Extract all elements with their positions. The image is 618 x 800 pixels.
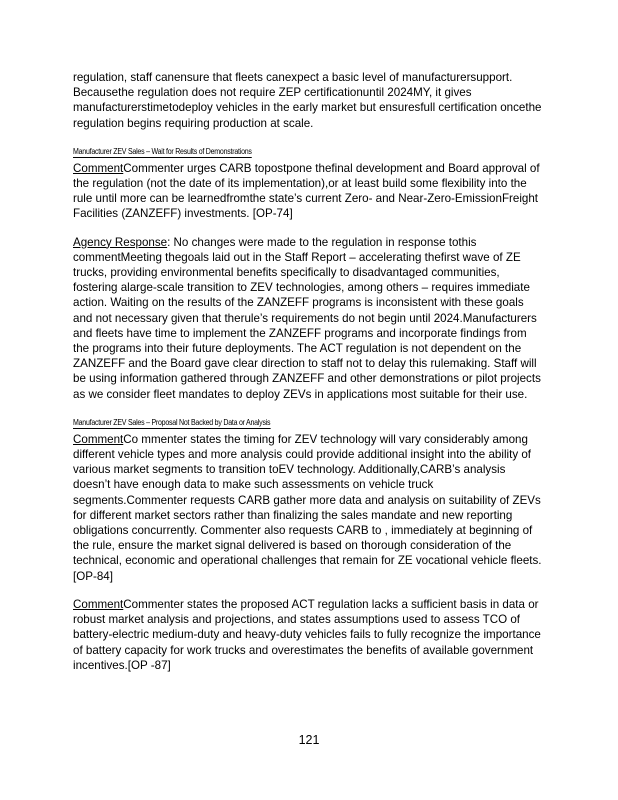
comment-label: Comment — [73, 597, 124, 611]
agency-response-paragraph — [73, 235, 545, 402]
comment-label: Comment — [73, 432, 124, 446]
section-heading-wait-for-results: Manufacturer ZEV Sales – Wait for Results of Demonstrations — [73, 145, 252, 156]
comment-text: Commenter urges CARB topostpone thefinal development and Board approval of the regulation (not the date of its implementation),or at least build some flexibility into the rule until more can be learnedfromthe state’s current Zero- and Near-Zero-EmissionFreight Facilities (ZANZEFF) investments. [OP-74] — [73, 161, 540, 221]
section-heading-wrap-2 — [73, 412, 545, 426]
agency-response-label: Agency Response — [73, 235, 168, 249]
comment-paragraph-op87 — [73, 597, 545, 673]
intro-paragraph: regulation, staff canensure that fleets canexpect a basic level of manufacturersupport. Becausethe regulation does not require ZEP certificationuntil 2024MY, it gives manufacturerstimetodeploy vehicles in the early market but ensuresfull certification oncethe regulation begins requiring production at scale. — [73, 71, 542, 130]
comment-text: Co mmenter states the timing for ZEV technology will vary considerably among different vehicle types and more analysis could provide additional insight into the ability of various market segments to transition toEV technology. Additionally,CARB’s analysis doesn’t have enough data to make such assessments on vehicle truck segments.Commenter requests CARB gather more data and analysis on suitability of ZEVs for different market sectors rather than finalizing the sales mandate and new reporting obligations concurrently. Commenter also requests CARB to , immediately at beginning of the rule, ensure the market signal delivered is based on thorough consideration of the technical, economic and operational challenges that remain for ZE vocational vehicle fleets. [OP-84] — [73, 432, 542, 583]
comment-paragraph-op74 — [73, 161, 545, 222]
document-body — [73, 70, 545, 673]
comment-label: Comment — [73, 161, 124, 175]
section-heading-wrap-1 — [73, 141, 545, 155]
comment-text: Commenter states the proposed ACT regulation lacks a sufficient basis in data or robust market analysis and projections, and states assumptions used to assess TCO of battery-electric medium-duty and heavy-duty vehicles fails to fully recognize the importance of battery capacity for work trucks and overestimates the benefits of available government incentives.[OP -87] — [73, 597, 541, 672]
section-heading-not-backed-by-data: Manufacturer ZEV Sales – Proposal Not Backed by Data or Analysis — [73, 416, 271, 427]
agency-response-text: : No changes were made to the regulation in response tothis commentMeeting thegoals laid out in the Staff Report – accelerating thefirst wave of ZE trucks, providing environmental benefits specifically to disadvantaged communities, fostering alarge-scale transition to ZEV technologies, among others – requires immediate action. Waiting on the results of the ZANZEFF programs is inconsistent with these goals and not necessary given that therule’s requirements do not begin until 2024.Manufacturers and fleets have time to implement the ZANZEFF programs and incorporate findings from the programs into their future deployments. The ACT regulation is not dependent on the ZANZEFF and the Board gave clear direction to staff not to delay this rulemaking. Staff will be using information gathered through ZANZEFF and other demonstrations or pilot projects as we consider fleet mandates to deploy ZEVs in applications most suitable for their use. — [73, 235, 541, 401]
page-number: 121 — [298, 733, 320, 747]
comment-paragraph-op84 — [73, 432, 545, 584]
